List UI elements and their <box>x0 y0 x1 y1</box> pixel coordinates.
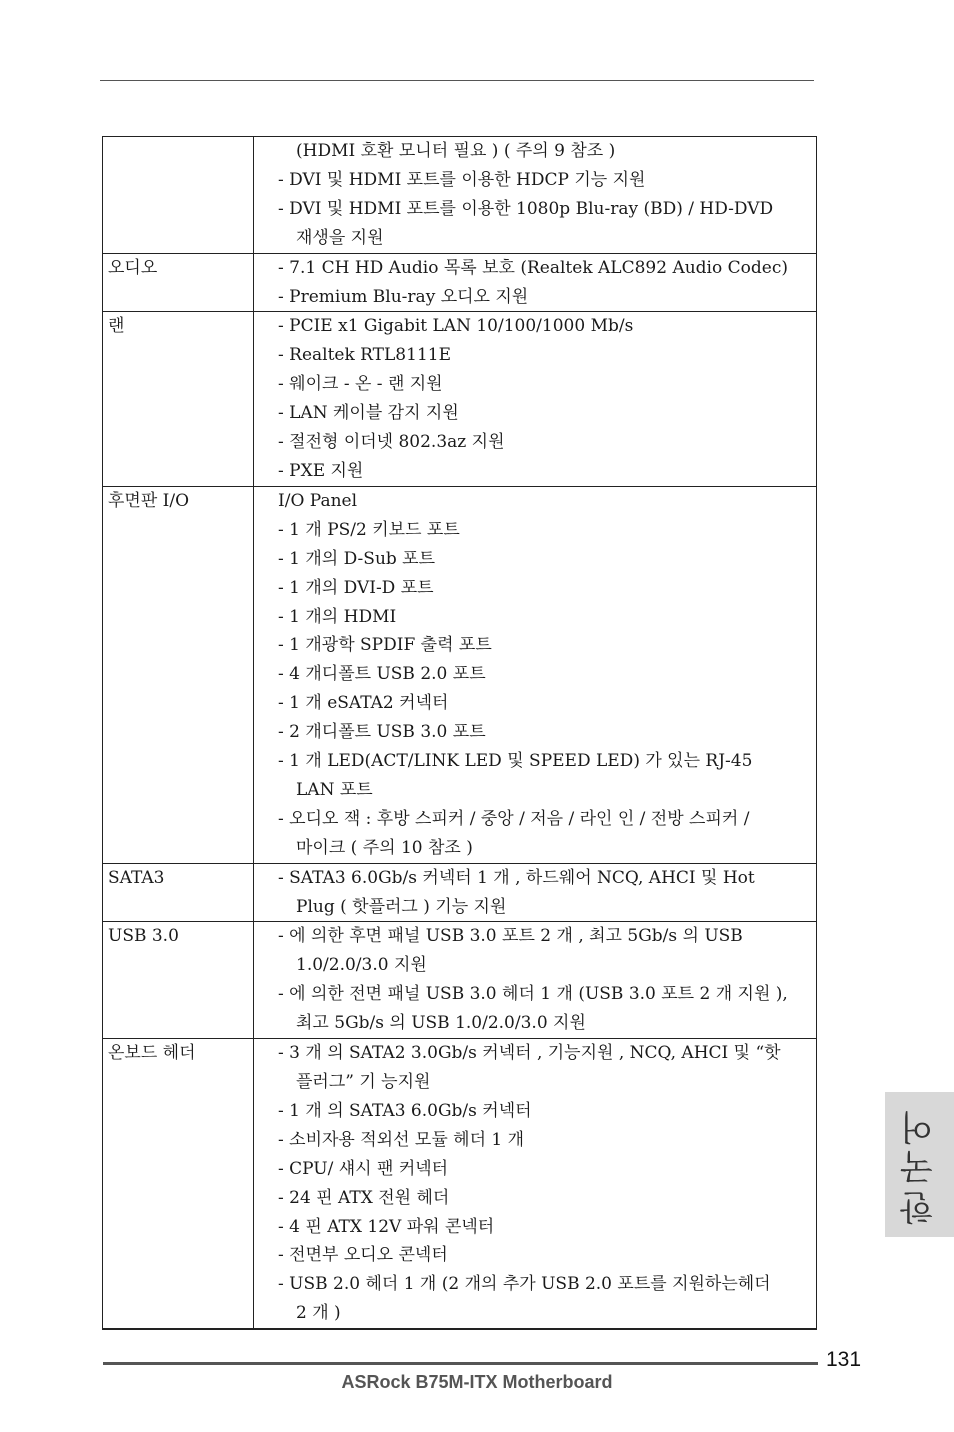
header-rule <box>100 80 814 81</box>
spec-label: 오디오 <box>103 253 254 312</box>
footer-rule <box>103 1362 818 1365</box>
spec-label: 랜 <box>103 312 254 486</box>
spec-line: - 오디오 잭 : 후방 스피커 / 중앙 / 저음 / 라인 인 / 전방 스피커 / <box>278 808 750 829</box>
spec-line: - 1 개 LED(ACT/LINK LED 및 SPEED LED) 가 있는 RJ-45 <box>278 751 753 772</box>
spec-line: 마이크 ( 주의 10 참조 ) <box>296 837 473 858</box>
spec-line: 재생을 지원 <box>296 227 384 248</box>
spec-line: - USB 2.0 헤더 1 개 (2 개의 추가 USB 2.0 포트를 지원하는헤더 <box>278 1274 771 1295</box>
spec-row <box>103 137 817 254</box>
page-number: 131 <box>826 1348 862 1371</box>
spec-line: - 에 의한 후면 패널 USB 3.0 포트 2 개 , 최고 5Gb/s 의 USB <box>278 926 743 947</box>
spec-line: - 1 개 의 SATA3 6.0Gb/s 커넥터 <box>278 1100 532 1121</box>
spec-label: SATA3 <box>103 863 254 922</box>
spec-label <box>103 137 254 254</box>
spec-line: - LAN 케이블 감지 지원 <box>278 403 459 424</box>
spec-line: - 1 개 PS/2 키보드 포트 <box>278 519 460 540</box>
spec-content <box>254 922 817 1039</box>
spec-line: I/O Panel <box>278 490 358 511</box>
spec-line: - PXE 지원 <box>278 460 364 481</box>
spec-line: 1.0/2.0/3.0 지원 <box>296 955 427 976</box>
spec-line: - 에 의한 전면 패널 USB 3.0 헤더 1 개 (USB 3.0 포트 2 개 지원 ), <box>278 984 788 1005</box>
spec-line: LAN 포트 <box>296 779 373 800</box>
spec-line: - 웨이크 - 온 - 랜 지원 <box>278 374 443 395</box>
spec-table <box>102 136 817 1330</box>
language-tab <box>885 1092 954 1237</box>
spec-content <box>254 253 817 312</box>
spec-content <box>254 1039 817 1330</box>
spec-line: - 전면부 오디오 콘넥터 <box>278 1245 448 1266</box>
spec-line: Plug ( 핫플러그 ) 기능 지원 <box>296 896 507 917</box>
spec-line: - 24 핀 ATX 전원 헤더 <box>278 1187 450 1208</box>
spec-row <box>103 253 817 312</box>
spec-row <box>103 1039 817 1330</box>
spec-line: - 절전형 이더넷 802.3az 지원 <box>278 432 505 453</box>
spec-content <box>254 486 817 863</box>
spec-line: - DVI 및 HDMI 포트를 이용한 HDCP 기능 지원 <box>278 169 646 190</box>
spec-row <box>103 922 817 1039</box>
spec-line: - 1 개의 HDMI <box>278 606 397 627</box>
spec-line: - 3 개 의 SATA2 3.0Gb/s 커넥터 , 기능지원 , NCQ, AHCI 및 “핫 <box>278 1043 781 1064</box>
spec-line: - SATA3 6.0Gb/s 커넥터 1 개 , 하드웨어 NCQ, AHCI 및 Hot <box>278 867 755 888</box>
spec-line: 최고 5Gb/s 의 USB 1.0/2.0/3.0 지원 <box>296 1013 586 1034</box>
spec-line: - CPU/ 섀시 팬 커넥터 <box>278 1158 449 1179</box>
spec-line: - 1 개의 DVI-D 포트 <box>278 577 434 598</box>
spec-line: - 7.1 CH HD Audio 목록 보호 (Realtek ALC892 Audio Codec) <box>278 257 788 278</box>
spec-line: - 2 개디폴트 USB 3.0 포트 <box>278 722 486 743</box>
spec-label: USB 3.0 <box>103 922 254 1039</box>
spec-content <box>254 137 817 254</box>
spec-line: - PCIE x1 Gigabit LAN 10/100/1000 Mb/s <box>278 316 634 337</box>
spec-line: - 1 개 eSATA2 커넥터 <box>278 693 449 714</box>
spec-table-body <box>103 137 817 1330</box>
spec-row <box>103 486 817 863</box>
spec-line: (HDMI 호환 모니터 필요 ) ( 주의 9 참조 ) <box>296 141 616 161</box>
spec-line: - Realtek RTL8111E <box>278 345 451 366</box>
spec-line: - 소비자용 적외선 모듈 헤더 1 개 <box>278 1129 525 1150</box>
spec-row <box>103 863 817 922</box>
spec-label: 온보드 헤더 <box>103 1039 254 1330</box>
spec-line: - DVI 및 HDMI 포트를 이용한 1080p Blu-ray (BD) / HD-DVD <box>278 198 774 219</box>
spec-content <box>254 312 817 486</box>
footer-title: ASRock B75M-ITX Motherboard <box>341 1372 613 1392</box>
spec-line: - 1 개의 D-Sub 포트 <box>278 548 436 569</box>
spec-line: - 4 개디폴트 USB 2.0 포트 <box>278 664 486 685</box>
spec-line: - 4 핀 ATX 12V 파워 콘넥터 <box>278 1216 495 1237</box>
language-tab-label: 한국어 <box>900 1104 940 1225</box>
spec-content <box>254 863 817 922</box>
spec-line: - Premium Blu-ray 오디오 지원 <box>278 286 529 307</box>
spec-line: - 1 개광학 SPDIF 출력 포트 <box>278 635 492 656</box>
spec-label: 후면판 I/O <box>103 486 254 863</box>
spec-line: 플러그” 기 능지원 <box>296 1072 431 1092</box>
spec-row <box>103 312 817 486</box>
spec-line: 2 개 ) <box>296 1303 341 1324</box>
